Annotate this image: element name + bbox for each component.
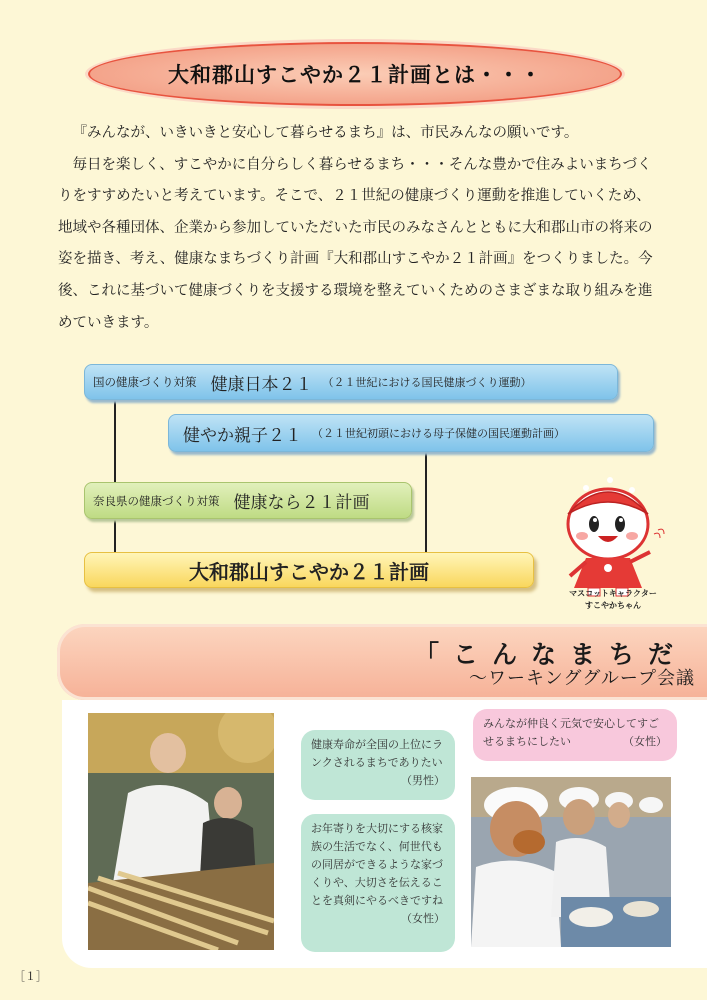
comment-2-author: （女性） bbox=[401, 912, 445, 925]
mascot-caption bbox=[563, 588, 663, 612]
comment-bubble-1 bbox=[301, 730, 455, 800]
section-subtitle: ～ワーキンググループ会議 bbox=[468, 668, 695, 689]
comment-3-text: みんなが仲良く元気で安心してすごせるまちにしたい bbox=[483, 717, 659, 748]
comment-bubble-2 bbox=[301, 814, 455, 952]
comment-3-author: （女性） bbox=[623, 735, 667, 748]
comment-1-author: （男性） bbox=[401, 774, 445, 787]
parent-child-plan-bar bbox=[168, 414, 654, 452]
mascot-caption-line1: マスコットキャラクター bbox=[569, 589, 657, 598]
mascot-caption-line2: すこやかちゃん bbox=[585, 601, 641, 610]
comment-2-text: お年寄りを大切にする核家族の生活でなく、何世代もの同居ができるような家づくりや、大切さを伝えることを真剣にやるべきですね bbox=[311, 822, 443, 907]
nara-plan-name: 健康なら２１計画 bbox=[233, 493, 370, 513]
connector-line-left bbox=[114, 398, 116, 482]
parent-child-plan-note: （２１世紀初頭における母子保健の国民運動計画） bbox=[312, 427, 565, 440]
nara-plan-prefix: 奈良県の健康づくり対策 bbox=[93, 493, 220, 508]
page-number: ［１］ bbox=[14, 970, 47, 983]
national-plan-name: 健康日本２１ bbox=[210, 374, 313, 395]
mascot-illustration bbox=[558, 472, 668, 602]
comment-bubble-3 bbox=[473, 709, 677, 761]
city-plan-bar bbox=[84, 552, 534, 588]
connector-line-left-lower bbox=[114, 518, 116, 552]
title-banner bbox=[88, 42, 622, 106]
national-plan-prefix: 国の健康づくり対策 bbox=[93, 375, 197, 389]
page-title: 大和郡山すこやか２１計画とは・・・ bbox=[168, 63, 542, 87]
intro-paragraph-1: 『みんなが、いきいきと安心して暮らせるまち』は、市民みんなの願いです。 bbox=[72, 125, 579, 141]
section-title: 「こんなまちだ bbox=[413, 640, 687, 669]
national-plan-bar bbox=[84, 364, 618, 400]
parent-child-plan-name: 健やか親子２１ bbox=[183, 425, 302, 446]
connector-line-right bbox=[425, 450, 427, 552]
children-eating-photo bbox=[471, 777, 671, 947]
intro-paragraph-2: 毎日を楽しく、すこやかに自分らしく暮らせるまち・・・そんな豊かで住みよいまちづくりをすすめたいと考えています。そこで、２１世紀の健康づくり運動を推進していくため、地域や各種団体、企業から参加していただいた市民のみなさんとともに大和郡山市の将来の姿を描き、考え、健康なまちづくり計画『大和郡山すこやか２１計画』をつくりました。今後、これに基づいて健康づくりを支援する環境を整えていくためのさまざまな取り組みを進めていきます。 bbox=[58, 156, 653, 331]
elderly-people-photo bbox=[88, 713, 274, 950]
comment-1-text: 健康寿命が全国の上位にランクされるまちでありたい bbox=[311, 738, 443, 769]
city-plan-name: 大和郡山すこやか２１計画 bbox=[189, 559, 429, 584]
intro-text bbox=[58, 118, 658, 339]
nara-plan-bar bbox=[84, 482, 412, 519]
national-plan-note: （２１世紀における国民健康づくり運動） bbox=[322, 376, 532, 389]
